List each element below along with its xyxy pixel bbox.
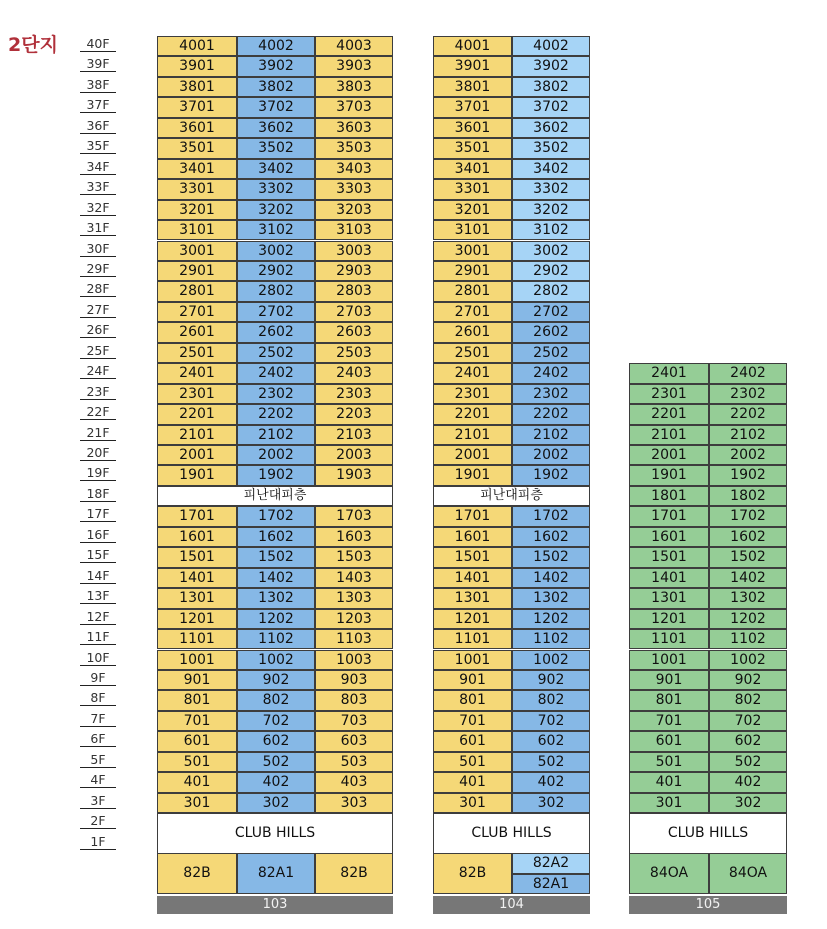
unit-cell: 501 — [433, 752, 512, 772]
unit-cell: 3801 — [433, 77, 512, 97]
unit-cell: 1901 — [629, 465, 709, 485]
unit-cell: 2401 — [433, 363, 512, 383]
unit-cell: 1601 — [629, 527, 709, 547]
unit-cell: 3902 — [512, 56, 590, 76]
unit-cell: 2903 — [315, 261, 393, 281]
unit-cell: 701 — [629, 711, 709, 731]
unit-type-cell: 84OA — [709, 853, 787, 894]
floor-label: 22F — [80, 404, 116, 420]
unit-cell: 2203 — [315, 404, 393, 424]
floor-label: 9F — [80, 670, 116, 686]
unit-cell: 2701 — [157, 302, 237, 322]
unit-cell: 301 — [629, 793, 709, 813]
unit-cell: 1002 — [512, 650, 590, 670]
unit-cell: 1402 — [512, 568, 590, 588]
unit-cell: 3001 — [433, 241, 512, 261]
floor-label: 33F — [80, 179, 116, 195]
floor-label: 1F — [80, 834, 116, 850]
floor-label: 14F — [80, 568, 116, 584]
floor-label: 13F — [80, 588, 116, 604]
unit-cell: 3103 — [315, 220, 393, 240]
unit-cell: 1502 — [709, 547, 787, 567]
unit-cell: 3202 — [237, 200, 315, 220]
unit-cell: 2501 — [433, 343, 512, 363]
unit-cell: 1501 — [629, 547, 709, 567]
unit-cell: 1602 — [709, 527, 787, 547]
unit-cell: 1301 — [157, 588, 237, 608]
unit-cell: 2803 — [315, 281, 393, 301]
unit-cell: 2001 — [433, 445, 512, 465]
unit-cell: 703 — [315, 711, 393, 731]
unit-cell: 1701 — [157, 506, 237, 526]
unit-cell: 1801 — [629, 486, 709, 506]
building-number-bar: 103 — [157, 896, 393, 914]
unit-cell: 802 — [512, 690, 590, 710]
unit-cell: 3401 — [433, 159, 512, 179]
unit-cell: 1002 — [709, 650, 787, 670]
unit-cell: 401 — [157, 772, 237, 792]
floor-label: 5F — [80, 752, 116, 768]
floor-label: 23F — [80, 384, 116, 400]
unit-cell: 503 — [315, 752, 393, 772]
unit-cell: 601 — [157, 731, 237, 751]
unit-cell: 1002 — [237, 650, 315, 670]
club-hills-block: CLUB HILLS — [433, 813, 590, 854]
floor-label: 10F — [80, 650, 116, 666]
unit-cell: 403 — [315, 772, 393, 792]
unit-cell: 602 — [512, 731, 590, 751]
unit-cell: 1102 — [512, 629, 590, 649]
unit-cell: 3001 — [157, 241, 237, 261]
unit-cell: 402 — [709, 772, 787, 792]
unit-cell: 3101 — [157, 220, 237, 240]
unit-cell: 1603 — [315, 527, 393, 547]
unit-cell: 1702 — [709, 506, 787, 526]
unit-cell: 1202 — [237, 609, 315, 629]
unit-cell: 1201 — [629, 609, 709, 629]
unit-cell: 1601 — [433, 527, 512, 547]
floor-label: 12F — [80, 609, 116, 625]
unit-cell: 2202 — [512, 404, 590, 424]
unit-cell: 3403 — [315, 159, 393, 179]
unit-cell: 602 — [709, 731, 787, 751]
unit-cell: 3302 — [237, 179, 315, 199]
floor-label: 2F — [80, 813, 116, 829]
unit-cell: 2901 — [157, 261, 237, 281]
unit-cell: 1202 — [709, 609, 787, 629]
floor-label: 35F — [80, 138, 116, 154]
unit-cell: 2802 — [512, 281, 590, 301]
unit-cell: 2301 — [629, 384, 709, 404]
unit-cell: 2101 — [433, 425, 512, 445]
unit-cell: 3502 — [237, 138, 315, 158]
unit-cell: 2601 — [157, 322, 237, 342]
unit-cell: 701 — [157, 711, 237, 731]
unit-cell: 3302 — [512, 179, 590, 199]
unit-cell: 3903 — [315, 56, 393, 76]
floor-label: 30F — [80, 241, 116, 257]
unit-type-cell: 82A2 — [512, 853, 590, 874]
unit-cell: 2201 — [433, 404, 512, 424]
unit-cell: 302 — [709, 793, 787, 813]
unit-cell: 3701 — [157, 97, 237, 117]
complex-title: 2단지 — [8, 34, 58, 56]
unit-cell: 301 — [433, 793, 512, 813]
unit-cell: 3102 — [512, 220, 590, 240]
unit-cell: 3301 — [433, 179, 512, 199]
unit-cell: 2201 — [157, 404, 237, 424]
unit-cell: 3402 — [512, 159, 590, 179]
unit-cell: 1902 — [709, 465, 787, 485]
unit-cell: 801 — [433, 690, 512, 710]
unit-cell: 2801 — [157, 281, 237, 301]
unit-cell: 1602 — [237, 527, 315, 547]
unit-cell: 402 — [237, 772, 315, 792]
unit-cell: 1303 — [315, 588, 393, 608]
unit-cell: 1701 — [433, 506, 512, 526]
unit-cell: 1302 — [709, 588, 787, 608]
unit-cell: 1403 — [315, 568, 393, 588]
unit-cell: 801 — [157, 690, 237, 710]
unit-cell: 2602 — [237, 322, 315, 342]
unit-cell: 4001 — [433, 36, 512, 56]
unit-cell: 602 — [237, 731, 315, 751]
unit-cell: 2901 — [433, 261, 512, 281]
unit-cell: 3503 — [315, 138, 393, 158]
unit-cell: 2701 — [433, 302, 512, 322]
unit-cell: 3202 — [512, 200, 590, 220]
unit-cell: 3601 — [157, 118, 237, 138]
unit-type-cell: 82A1 — [237, 853, 315, 894]
floor-label: 36F — [80, 118, 116, 134]
unit-cell: 3703 — [315, 97, 393, 117]
unit-cell: 2403 — [315, 363, 393, 383]
unit-cell: 302 — [237, 793, 315, 813]
unit-cell: 1401 — [157, 568, 237, 588]
unit-cell: 1902 — [237, 465, 315, 485]
unit-cell: 3902 — [237, 56, 315, 76]
floor-label: 4F — [80, 772, 116, 788]
unit-cell: 2401 — [157, 363, 237, 383]
unit-type-cell: 82A1 — [512, 874, 590, 895]
unit-cell: 2202 — [709, 404, 787, 424]
unit-cell: 1503 — [315, 547, 393, 567]
club-hills-block: CLUB HILLS — [157, 813, 393, 854]
unit-cell: 3603 — [315, 118, 393, 138]
unit-cell: 3802 — [237, 77, 315, 97]
unit-cell: 1502 — [512, 547, 590, 567]
unit-type-cell: 82B — [315, 853, 393, 894]
unit-cell: 502 — [709, 752, 787, 772]
unit-cell: 303 — [315, 793, 393, 813]
unit-cell: 2101 — [629, 425, 709, 445]
unit-cell: 502 — [512, 752, 590, 772]
unit-cell: 1401 — [433, 568, 512, 588]
unit-cell: 4002 — [237, 36, 315, 56]
unit-cell: 1101 — [157, 629, 237, 649]
unit-cell: 1901 — [157, 465, 237, 485]
unit-cell: 1003 — [315, 650, 393, 670]
unit-cell: 301 — [157, 793, 237, 813]
unit-cell: 3101 — [433, 220, 512, 240]
refuge-floor-row: 피난대피층 — [433, 486, 590, 506]
unit-cell: 1602 — [512, 527, 590, 547]
unit-cell: 1702 — [237, 506, 315, 526]
unit-cell: 1302 — [512, 588, 590, 608]
unit-cell: 3002 — [237, 241, 315, 261]
club-hills-block: CLUB HILLS — [629, 813, 787, 854]
floor-label: 25F — [80, 343, 116, 359]
unit-cell: 1902 — [512, 465, 590, 485]
building-number-bar: 104 — [433, 896, 590, 914]
unit-cell: 1101 — [629, 629, 709, 649]
unit-cell: 1402 — [709, 568, 787, 588]
unit-cell: 3802 — [512, 77, 590, 97]
unit-cell: 901 — [629, 670, 709, 690]
unit-cell: 3203 — [315, 200, 393, 220]
unit-cell: 901 — [433, 670, 512, 690]
unit-cell: 2102 — [512, 425, 590, 445]
unit-cell: 702 — [709, 711, 787, 731]
unit-cell: 1101 — [433, 629, 512, 649]
unit-cell: 1103 — [315, 629, 393, 649]
floor-label: 31F — [80, 220, 116, 236]
unit-cell: 3602 — [237, 118, 315, 138]
unit-cell: 1402 — [237, 568, 315, 588]
unit-cell: 3502 — [512, 138, 590, 158]
unit-cell: 401 — [629, 772, 709, 792]
unit-cell: 4003 — [315, 36, 393, 56]
unit-cell: 1903 — [315, 465, 393, 485]
unit-cell: 302 — [512, 793, 590, 813]
unit-cell: 3901 — [157, 56, 237, 76]
floor-label: 16F — [80, 527, 116, 543]
unit-cell: 1001 — [629, 650, 709, 670]
floor-label: 15F — [80, 547, 116, 563]
unit-cell: 2002 — [512, 445, 590, 465]
unit-cell: 601 — [629, 731, 709, 751]
unit-cell: 2402 — [709, 363, 787, 383]
unit-cell: 702 — [512, 711, 590, 731]
unit-cell: 2302 — [709, 384, 787, 404]
floor-label: 24F — [80, 363, 116, 379]
unit-cell: 2103 — [315, 425, 393, 445]
unit-cell: 1601 — [157, 527, 237, 547]
unit-cell: 2501 — [157, 343, 237, 363]
floor-label: 29F — [80, 261, 116, 277]
floor-label: 32F — [80, 200, 116, 216]
floor-label: 8F — [80, 690, 116, 706]
unit-cell: 1502 — [237, 547, 315, 567]
unit-cell: 3102 — [237, 220, 315, 240]
floor-label: 19F — [80, 465, 116, 481]
unit-cell: 902 — [709, 670, 787, 690]
floor-label: 37F — [80, 97, 116, 113]
unit-cell: 902 — [512, 670, 590, 690]
unit-cell: 2603 — [315, 322, 393, 342]
unit-cell: 2802 — [237, 281, 315, 301]
unit-cell: 502 — [237, 752, 315, 772]
unit-cell: 2202 — [237, 404, 315, 424]
unit-type-cell: 84OA — [629, 853, 709, 894]
unit-cell: 3201 — [433, 200, 512, 220]
unit-cell: 1301 — [433, 588, 512, 608]
unit-cell: 3002 — [512, 241, 590, 261]
unit-cell: 2303 — [315, 384, 393, 404]
unit-cell: 3901 — [433, 56, 512, 76]
unit-cell: 3402 — [237, 159, 315, 179]
unit-cell: 3602 — [512, 118, 590, 138]
unit-cell: 3401 — [157, 159, 237, 179]
unit-cell: 2201 — [629, 404, 709, 424]
unit-cell: 2402 — [512, 363, 590, 383]
floor-label: 18F — [80, 486, 116, 502]
unit-cell: 802 — [709, 690, 787, 710]
unit-cell: 901 — [157, 670, 237, 690]
unit-type-cell: 82B — [433, 853, 512, 894]
floor-label: 11F — [80, 629, 116, 645]
unit-cell: 401 — [433, 772, 512, 792]
unit-cell: 1001 — [157, 650, 237, 670]
unit-cell: 4001 — [157, 36, 237, 56]
unit-cell: 903 — [315, 670, 393, 690]
unit-cell: 2003 — [315, 445, 393, 465]
building-number-bar: 105 — [629, 896, 787, 914]
unit-cell: 701 — [433, 711, 512, 731]
unit-cell: 803 — [315, 690, 393, 710]
unit-cell: 2302 — [512, 384, 590, 404]
unit-cell: 1702 — [512, 506, 590, 526]
unit-cell: 2302 — [237, 384, 315, 404]
floor-label: 39F — [80, 56, 116, 72]
unit-cell: 3201 — [157, 200, 237, 220]
unit-cell: 2301 — [433, 384, 512, 404]
unit-cell: 802 — [237, 690, 315, 710]
unit-cell: 2101 — [157, 425, 237, 445]
unit-cell: 603 — [315, 731, 393, 751]
refuge-floor-row: 피난대피층 — [157, 486, 393, 506]
unit-cell: 2001 — [157, 445, 237, 465]
unit-cell: 3301 — [157, 179, 237, 199]
floor-label: 38F — [80, 77, 116, 93]
floor-label: 21F — [80, 425, 116, 441]
unit-cell: 1102 — [237, 629, 315, 649]
floor-label: 20F — [80, 445, 116, 461]
floor-label: 27F — [80, 302, 116, 318]
unit-cell: 2801 — [433, 281, 512, 301]
unit-cell: 1201 — [157, 609, 237, 629]
unit-cell: 2001 — [629, 445, 709, 465]
unit-cell: 2902 — [512, 261, 590, 281]
unit-cell: 402 — [512, 772, 590, 792]
unit-cell: 1102 — [709, 629, 787, 649]
unit-cell: 1201 — [433, 609, 512, 629]
unit-cell: 3702 — [237, 97, 315, 117]
unit-cell: 1501 — [157, 547, 237, 567]
unit-cell: 2401 — [629, 363, 709, 383]
floor-label: 3F — [80, 793, 116, 809]
unit-cell: 1703 — [315, 506, 393, 526]
unit-cell: 2502 — [512, 343, 590, 363]
unit-cell: 2102 — [237, 425, 315, 445]
unit-cell: 3801 — [157, 77, 237, 97]
unit-cell: 1302 — [237, 588, 315, 608]
unit-cell: 801 — [629, 690, 709, 710]
unit-cell: 3702 — [512, 97, 590, 117]
unit-cell: 501 — [157, 752, 237, 772]
unit-cell: 1802 — [709, 486, 787, 506]
unit-cell: 2503 — [315, 343, 393, 363]
floor-label: 6F — [80, 731, 116, 747]
unit-cell: 3701 — [433, 97, 512, 117]
unit-cell: 1301 — [629, 588, 709, 608]
unit-cell: 2502 — [237, 343, 315, 363]
unit-cell: 2702 — [512, 302, 590, 322]
unit-cell: 2703 — [315, 302, 393, 322]
unit-cell: 1401 — [629, 568, 709, 588]
unit-cell: 2602 — [512, 322, 590, 342]
unit-cell: 3303 — [315, 179, 393, 199]
unit-cell: 3601 — [433, 118, 512, 138]
floor-label: 28F — [80, 281, 116, 297]
unit-cell: 1203 — [315, 609, 393, 629]
unit-cell: 1901 — [433, 465, 512, 485]
unit-type-cell: 82B — [157, 853, 237, 894]
unit-cell: 2002 — [709, 445, 787, 465]
unit-cell: 501 — [629, 752, 709, 772]
unit-cell: 2301 — [157, 384, 237, 404]
unit-cell: 2902 — [237, 261, 315, 281]
unit-cell: 3003 — [315, 241, 393, 261]
unit-cell: 2002 — [237, 445, 315, 465]
unit-cell: 2702 — [237, 302, 315, 322]
floor-label: 34F — [80, 159, 116, 175]
floor-label: 17F — [80, 506, 116, 522]
unit-cell: 2601 — [433, 322, 512, 342]
floor-label: 26F — [80, 322, 116, 338]
floor-label: 40F — [80, 36, 116, 52]
unit-cell: 3501 — [433, 138, 512, 158]
unit-cell: 4002 — [512, 36, 590, 56]
unit-cell: 3803 — [315, 77, 393, 97]
unit-cell: 1001 — [433, 650, 512, 670]
unit-cell: 902 — [237, 670, 315, 690]
unit-cell: 1202 — [512, 609, 590, 629]
unit-cell: 3501 — [157, 138, 237, 158]
unit-cell: 601 — [433, 731, 512, 751]
floor-label: 7F — [80, 711, 116, 727]
unit-cell: 2102 — [709, 425, 787, 445]
unit-cell: 1501 — [433, 547, 512, 567]
unit-cell: 2402 — [237, 363, 315, 383]
unit-cell: 702 — [237, 711, 315, 731]
unit-cell: 1701 — [629, 506, 709, 526]
